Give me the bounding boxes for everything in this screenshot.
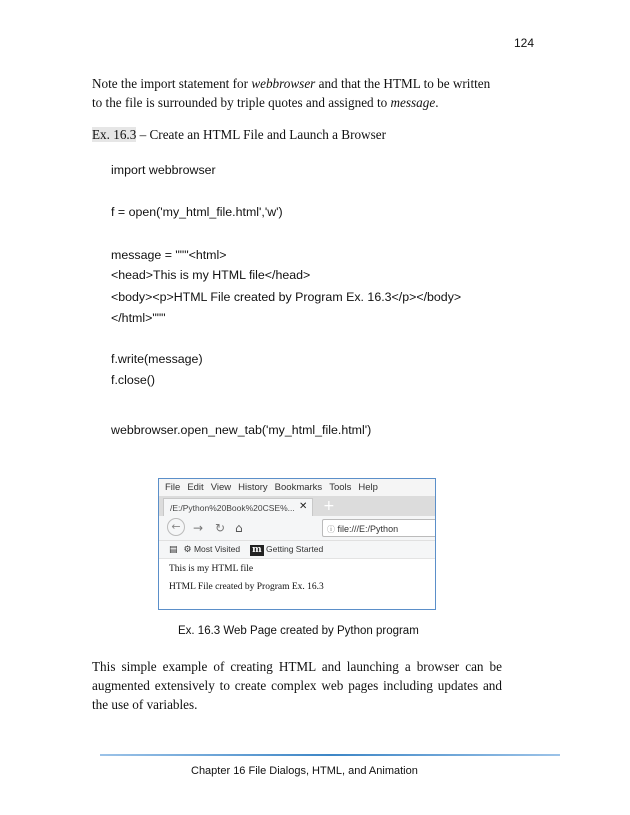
bookmark-getting-started[interactable]	[250, 544, 323, 556]
code-line-7: f.write(message)	[111, 352, 203, 366]
intro-emphasis-message: message	[390, 95, 436, 110]
m-logo-icon: m	[252, 544, 262, 555]
info-icon: ⓘ	[327, 525, 338, 534]
menu-edit[interactable]: Edit	[187, 482, 204, 493]
example-heading	[92, 127, 386, 143]
bookmark-label-getting-started: Getting Started	[266, 543, 324, 554]
browser-tab-row	[159, 496, 435, 516]
new-tab-icon[interactable]: +	[323, 498, 335, 514]
menu-bookmarks[interactable]: Bookmarks	[274, 482, 323, 493]
home-icon[interactable]: ⌂	[235, 521, 243, 535]
printer-icon[interactable]: ▤	[169, 544, 178, 555]
page-content-line-1: This is my HTML file	[169, 564, 254, 574]
browser-screenshot	[158, 478, 436, 610]
code-line-9: webbrowser.open_new_tab('my_html_file.html')	[111, 423, 372, 437]
menu-help[interactable]: Help	[358, 482, 378, 493]
intro-emphasis-webbrowser: webbrowser	[251, 76, 316, 91]
example-tag: Ex. 16.3	[92, 127, 137, 142]
example-title: – Create an HTML File and Launch a Browser	[136, 127, 386, 142]
code-line-8: f.close()	[111, 373, 156, 387]
closing-paragraph: This simple example of creating HTML and launching a browser can be augmented extensively to create complex web pages including updates and the use of variables.	[92, 659, 502, 712]
intro-text-1: Note the import statement for	[92, 76, 252, 91]
menu-view[interactable]: View	[210, 482, 232, 493]
browser-nav-row	[159, 516, 435, 541]
menu-history[interactable]: History	[238, 482, 268, 493]
browser-tab[interactable]: /E:/Python%20Book%20CSE%...	[163, 498, 313, 516]
page-content-line-2: HTML File created by Program Ex. 16.3	[169, 582, 324, 592]
browser-menubar	[159, 479, 435, 496]
bookmarks-toolbar	[159, 541, 435, 559]
tab-close-icon[interactable]: ✕	[299, 501, 308, 512]
intro-text-3: .	[435, 95, 439, 110]
gear-icon: ⚙	[183, 545, 192, 555]
url-text: file:///E:/Python	[337, 524, 399, 534]
forward-arrow-icon[interactable]: →	[193, 521, 204, 535]
footer-divider	[100, 754, 560, 756]
code-line-5: <body><p>HTML File created by Program Ex. 16.3</p></body>	[111, 290, 462, 304]
reload-icon[interactable]: ↻	[215, 521, 226, 535]
menu-file[interactable]: File	[165, 482, 181, 493]
code-line-2: f = open('my_html_file.html','w')	[111, 205, 283, 219]
page-number: 124	[514, 36, 535, 50]
code-line-6: </html>"""	[111, 311, 166, 325]
back-arrow-icon[interactable]: ←	[167, 518, 185, 536]
intro-text-2: and that the HTML to be written to the file is surrounded by triple quotes and assigned to	[92, 76, 491, 110]
figure-caption: Ex. 16.3 Web Page created by Python program	[178, 625, 419, 637]
footer-text: Chapter 16 File Dialogs, HTML, and Animation	[191, 765, 418, 777]
code-line-3: message = """<html>	[111, 248, 227, 262]
menu-tools[interactable]: Tools	[329, 482, 352, 493]
url-bar[interactable]	[322, 519, 436, 537]
bookmark-label-most-visited: Most Visited	[193, 544, 241, 554]
bookmark-most-visited[interactable]	[184, 544, 241, 555]
code-line-1: import webbrowser	[111, 163, 216, 177]
intro-paragraph	[92, 74, 502, 112]
code-line-4: <head>This is my HTML file</head>	[111, 268, 311, 282]
